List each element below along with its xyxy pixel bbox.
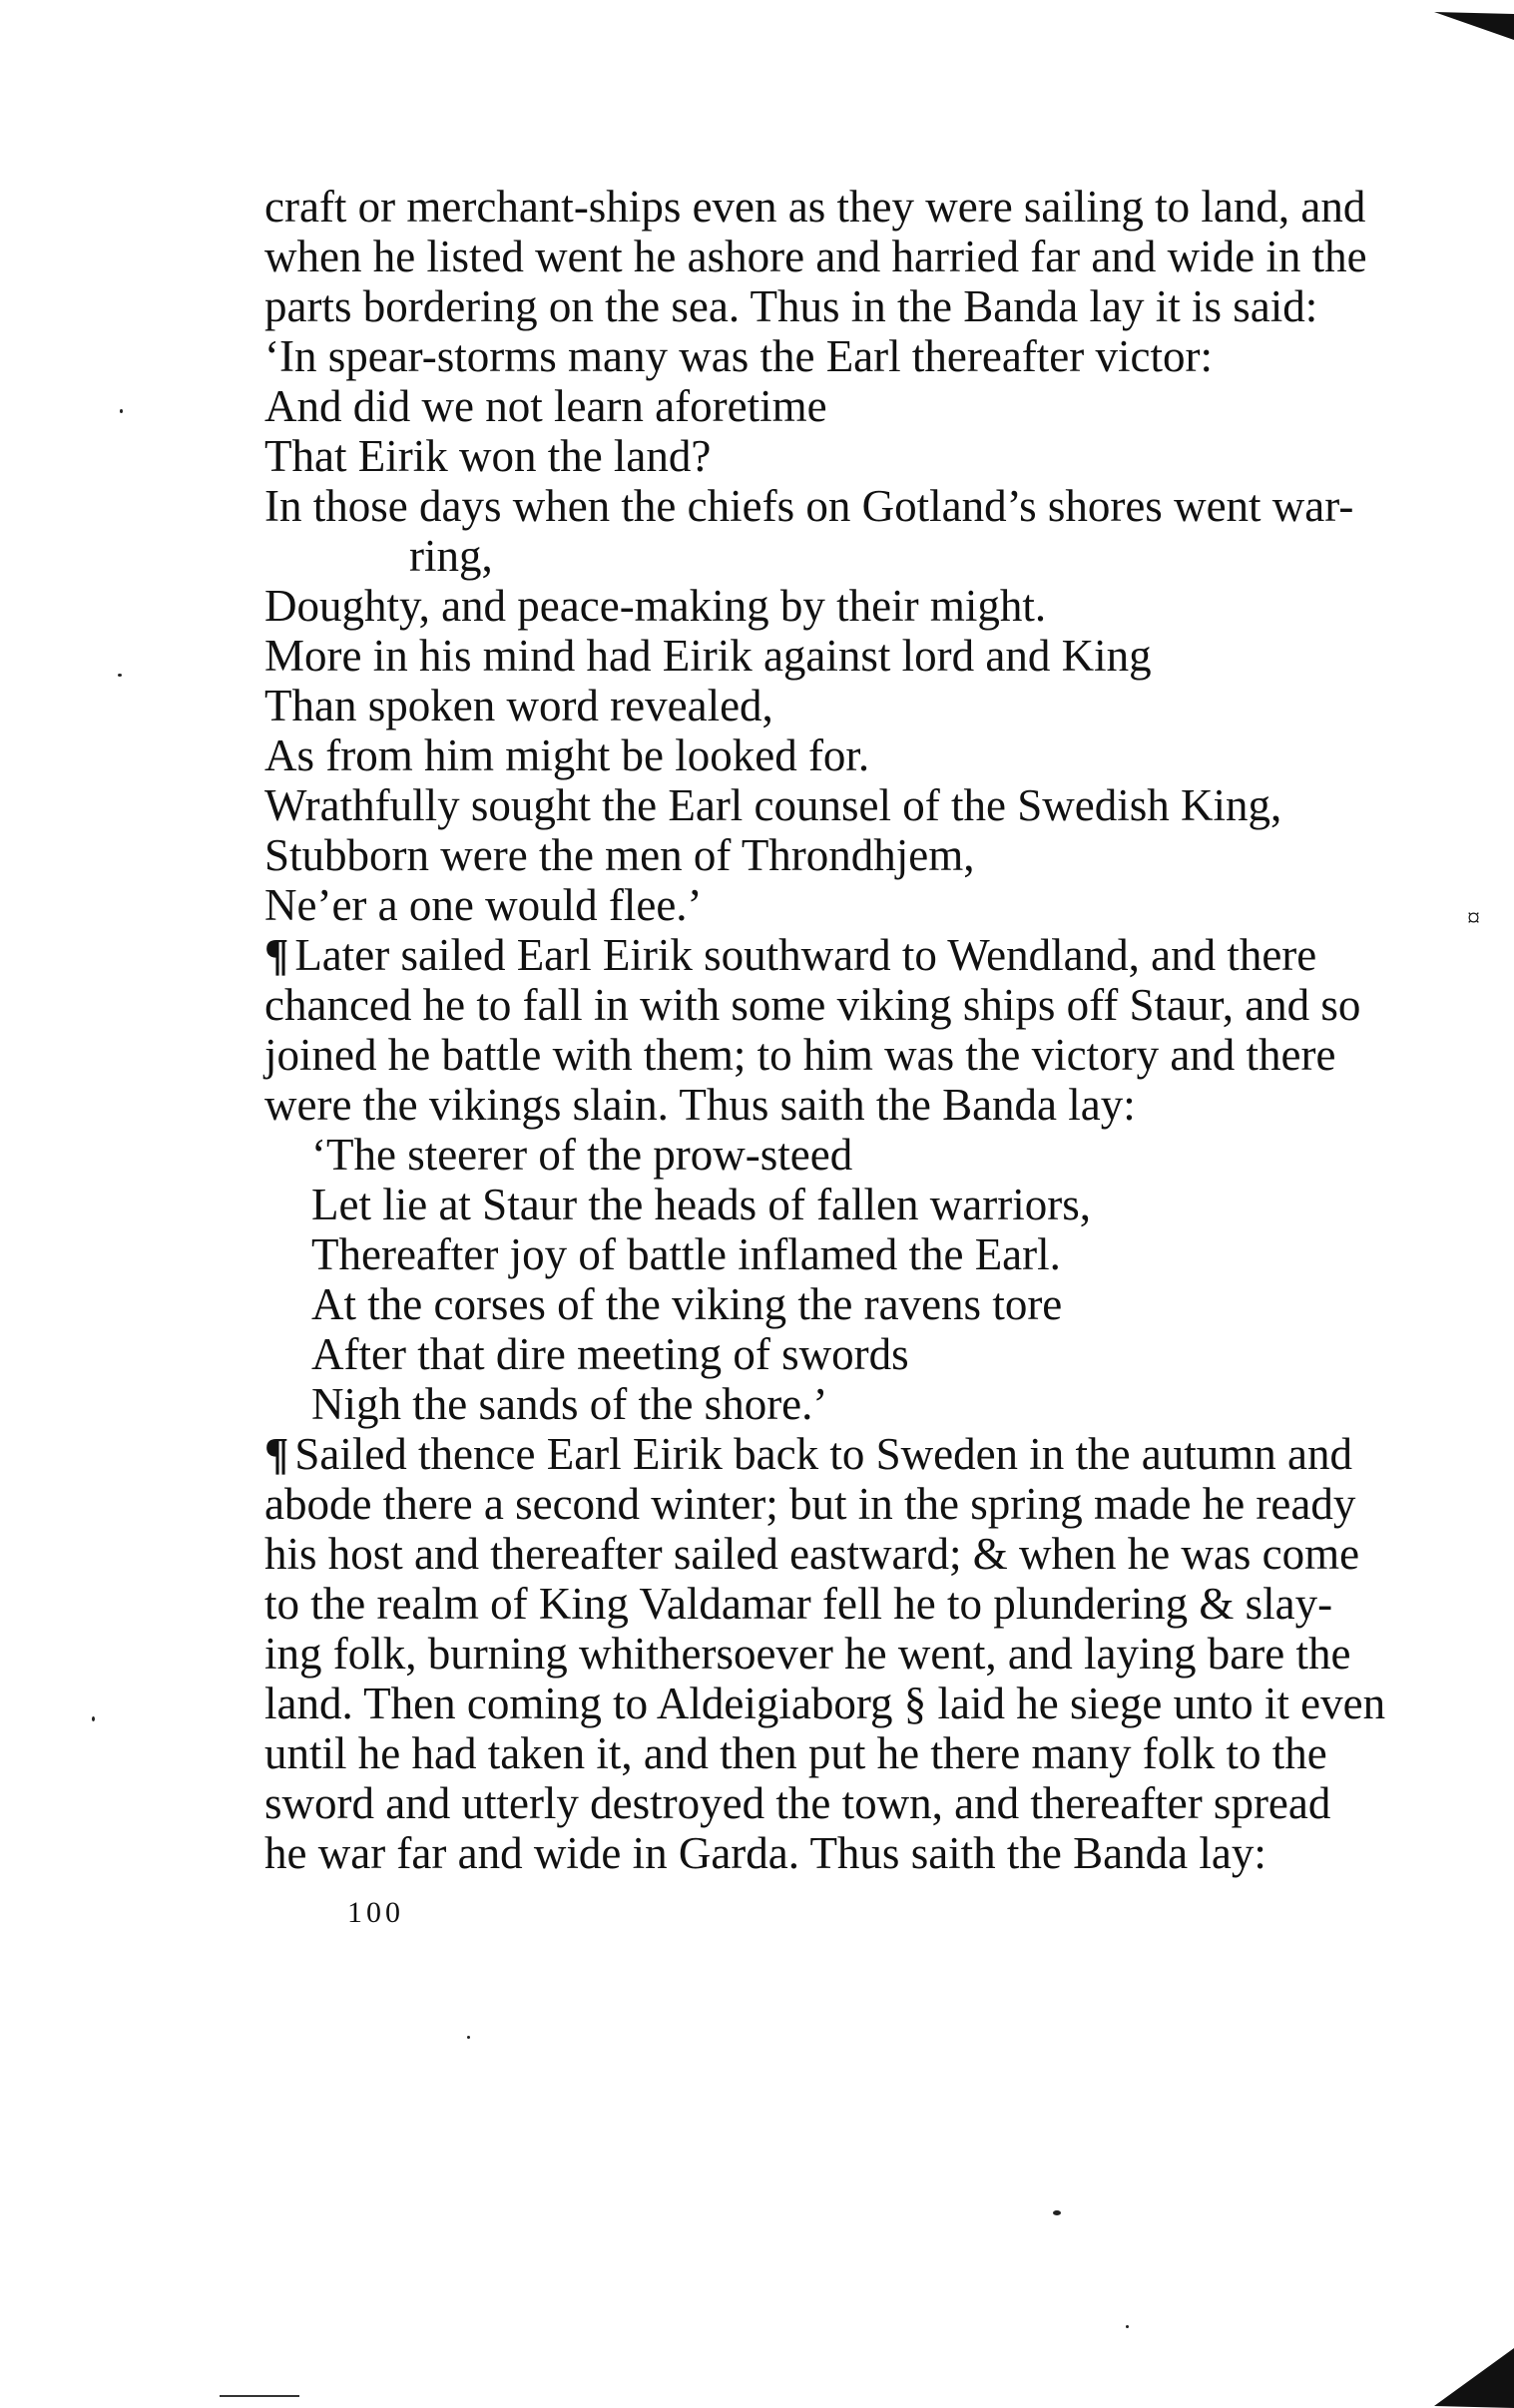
line-text: when he listed went he ashore and harried far and wide in the: [264, 232, 1367, 281]
text-line: [264, 1778, 1512, 1828]
line-text: Thereafter joy of battle inflamed the Earl.: [311, 1229, 1061, 1279]
pilcrow-icon: ¶: [264, 1429, 289, 1479]
line-text: That Eirik won the land?: [264, 431, 712, 481]
line-text: land. Then coming to Aldeigiaborg § laid he siege unto it even: [264, 1679, 1386, 1728]
line-text: to the realm of King Valdamar fell he to plundering & slay-: [264, 1579, 1333, 1629]
text-line: [264, 1579, 1512, 1629]
line-text: parts bordering on the sea. Thus in the Banda lay it is said:: [264, 281, 1318, 331]
line-text: ‘In spear-storms many was the Earl thereafter victor:: [264, 331, 1213, 381]
text-line: [264, 1828, 1512, 1878]
text-line: [264, 1529, 1512, 1579]
body-text: [264, 182, 1512, 1878]
line-text: craft or merchant-ships even as they were sailing to land, and: [264, 182, 1366, 232]
print-speck: [92, 1716, 95, 1721]
text-line: [264, 1379, 1512, 1429]
print-speck: [1053, 2210, 1061, 2215]
text-line: [264, 431, 1512, 481]
line-text: Nigh the sands of the shore.’: [311, 1379, 828, 1429]
text-line: [264, 880, 1512, 930]
line-text: Stubborn were the men of Throndhjem,: [264, 830, 975, 880]
line-text: More in his mind had Eirik against lord and King: [264, 631, 1152, 681]
line-text: ing folk, burning whithersoever he went, and laying bare the: [264, 1629, 1351, 1679]
line-text: ring,: [409, 531, 493, 581]
line-text: were the vikings slain. Thus saith the Banda lay:: [264, 1080, 1136, 1130]
line-text: until he had taken it, and then put he there many folk to the: [264, 1728, 1327, 1778]
page-number: 100: [347, 1896, 404, 1929]
text-line: [264, 631, 1512, 681]
line-text: Ne’er a one would flee.’: [264, 880, 703, 930]
line-text: Later sailed Earl Eirik southward to Wendland, and there: [294, 930, 1317, 980]
text-line: [264, 1629, 1512, 1679]
margin-rule: [220, 2395, 299, 2397]
line-text: joined he battle with them; to him was the victory and there: [264, 1030, 1336, 1080]
text-line: [264, 1180, 1512, 1229]
line-text: ‘The steerer of the prow-steed: [311, 1130, 853, 1180]
print-speck: [1126, 2325, 1129, 2328]
text-line: [264, 980, 1512, 1030]
text-line: [264, 1679, 1512, 1728]
text-line: [264, 581, 1512, 631]
text-line: [264, 1080, 1512, 1130]
line-text: As from him might be looked for.: [264, 730, 870, 780]
text-line: [264, 1479, 1512, 1529]
line-text: At the corses of the viking the ravens tore: [311, 1279, 1063, 1329]
line-text: his host and thereafter sailed eastward; & when he was come: [264, 1529, 1360, 1579]
text-line: [264, 681, 1512, 730]
text-line: [264, 481, 1512, 531]
text-line: [264, 730, 1512, 780]
line-text: Let lie at Staur the heads of fallen warriors,: [311, 1180, 1091, 1229]
text-line: [264, 182, 1512, 232]
text-line: [264, 281, 1512, 331]
line-text: sword and utterly destroyed the town, and thereafter spread: [264, 1778, 1331, 1828]
line-text: abode there a second winter; but in the spring made he ready: [264, 1479, 1356, 1529]
page-edge-mark-top: [1434, 4, 1514, 40]
line-text: Sailed thence Earl Eirik back to Sweden in the autumn and: [294, 1429, 1352, 1479]
text-line: [264, 930, 1512, 980]
text-line: [264, 531, 1512, 581]
text-line: [264, 1030, 1512, 1080]
print-speck: [467, 2036, 470, 2039]
line-text: he war far and wide in Garda. Thus saith the Banda lay:: [264, 1828, 1266, 1878]
line-text: In those days when the chiefs on Gotland’s shores went war-: [264, 481, 1354, 531]
text-line: [264, 830, 1512, 880]
line-text: And did we not learn aforetime: [264, 381, 827, 431]
line-text: Than spoken word revealed,: [264, 681, 773, 730]
text-line: [264, 1229, 1512, 1279]
text-line: [264, 381, 1512, 431]
text-line: [264, 331, 1512, 381]
print-speck: [118, 674, 122, 677]
print-speck: [120, 409, 123, 413]
text-line: [264, 1329, 1512, 1379]
text-line: [264, 1279, 1512, 1329]
line-text: Wrathfully sought the Earl counsel of the Swedish King,: [264, 780, 1282, 830]
text-line: [264, 780, 1512, 830]
page-edge-mark-bottom: [1434, 2348, 1514, 2408]
text-line: [264, 1728, 1512, 1778]
text-line: [264, 1429, 1512, 1479]
text-line: [264, 232, 1512, 281]
line-text: Doughty, and peace-making by their might.: [264, 581, 1047, 631]
line-text: chanced he to fall in with some viking ships off Staur, and so: [264, 980, 1361, 1030]
line-text: After that dire meeting of swords: [311, 1329, 909, 1379]
margin-ornament: ¤: [1467, 903, 1480, 932]
pilcrow-icon: ¶: [264, 930, 289, 980]
text-line: [264, 1130, 1512, 1180]
